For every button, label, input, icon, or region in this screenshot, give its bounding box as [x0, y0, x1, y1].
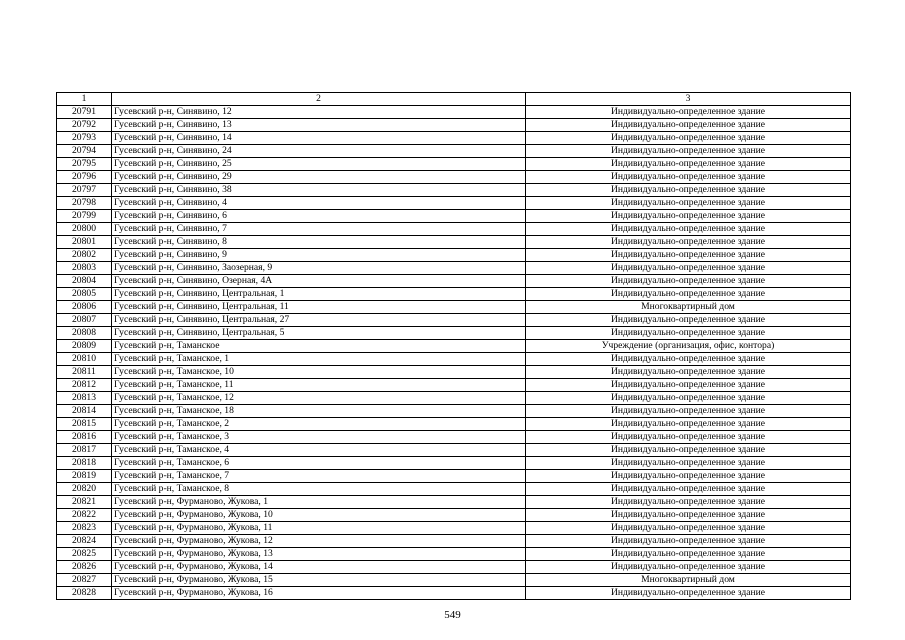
object-type-cell: Индивидуально-определенное здание	[526, 184, 851, 197]
address-cell: Гусевский р-н, Синявино, 24	[112, 145, 526, 158]
row-number-cell: 20808	[57, 327, 112, 340]
object-type-cell: Индивидуально-определенное здание	[526, 314, 851, 327]
object-type-cell: Индивидуально-определенное здание	[526, 496, 851, 509]
address-cell: Гусевский р-н, Таманское, 3	[112, 431, 526, 444]
address-cell: Гусевский р-н, Синявино, 9	[112, 249, 526, 262]
row-number-cell: 20799	[57, 210, 112, 223]
row-number-cell: 20822	[57, 509, 112, 522]
address-cell: Гусевский р-н, Фурманово, Жукова, 15	[112, 574, 526, 587]
object-type-cell: Индивидуально-определенное здание	[526, 106, 851, 119]
row-number-cell: 20811	[57, 366, 112, 379]
row-number-cell: 20795	[57, 158, 112, 171]
row-number-cell: 20815	[57, 418, 112, 431]
row-number-cell: 20813	[57, 392, 112, 405]
table-row	[57, 418, 851, 431]
object-type-cell: Индивидуально-определенное здание	[526, 119, 851, 132]
object-type-cell: Индивидуально-определенное здание	[526, 197, 851, 210]
table-row	[57, 223, 851, 236]
address-cell: Гусевский р-н, Синявино, 7	[112, 223, 526, 236]
object-type-cell: Индивидуально-определенное здание	[526, 535, 851, 548]
table-row	[57, 275, 851, 288]
table-row	[57, 470, 851, 483]
address-cell: Гусевский р-н, Таманское, 1	[112, 353, 526, 366]
row-number-cell: 20794	[57, 145, 112, 158]
row-number-cell: 20801	[57, 236, 112, 249]
row-number-cell: 20792	[57, 119, 112, 132]
address-cell: Гусевский р-н, Синявино, Заозерная, 9	[112, 262, 526, 275]
table-row	[57, 236, 851, 249]
address-cell: Гусевский р-н, Таманское, 7	[112, 470, 526, 483]
object-type-cell: Индивидуально-определенное здание	[526, 561, 851, 574]
address-cell: Гусевский р-н, Синявино, Центральная, 5	[112, 327, 526, 340]
object-type-cell: Индивидуально-определенное здание	[526, 444, 851, 457]
row-number-cell: 20828	[57, 587, 112, 600]
object-type-cell: Индивидуально-определенное здание	[526, 548, 851, 561]
address-cell: Гусевский р-н, Синявино, 13	[112, 119, 526, 132]
registry-table	[56, 92, 851, 600]
object-type-cell: Индивидуально-определенное здание	[526, 145, 851, 158]
object-type-cell: Индивидуально-определенное здание	[526, 288, 851, 301]
address-cell: Гусевский р-н, Таманское	[112, 340, 526, 353]
object-type-cell: Учреждение (организация, офис, контора)	[526, 340, 851, 353]
row-number-cell: 20800	[57, 223, 112, 236]
table-row	[57, 210, 851, 223]
address-cell: Гусевский р-н, Таманское, 4	[112, 444, 526, 457]
row-number-cell: 20819	[57, 470, 112, 483]
table-row	[57, 262, 851, 275]
table-row	[57, 327, 851, 340]
address-cell: Гусевский р-н, Таманское, 8	[112, 483, 526, 496]
table-row	[57, 561, 851, 574]
object-type-cell: Индивидуально-определенное здание	[526, 405, 851, 418]
table-row	[57, 288, 851, 301]
table-row	[57, 444, 851, 457]
address-cell: Гусевский р-н, Фурманово, Жукова, 11	[112, 522, 526, 535]
address-cell: Гусевский р-н, Синявино, 14	[112, 132, 526, 145]
address-cell: Гусевский р-н, Таманское, 18	[112, 405, 526, 418]
object-type-cell: Индивидуально-определенное здание	[526, 132, 851, 145]
address-cell: Гусевский р-н, Синявино, Центральная, 1	[112, 288, 526, 301]
table-row	[57, 249, 851, 262]
table-row	[57, 509, 851, 522]
address-cell: Гусевский р-н, Фурманово, Жукова, 16	[112, 587, 526, 600]
object-type-cell: Индивидуально-определенное здание	[526, 262, 851, 275]
page-number: 549	[444, 609, 461, 621]
object-type-cell: Индивидуально-определенное здание	[526, 366, 851, 379]
row-number-cell: 20793	[57, 132, 112, 145]
row-number-cell: 20791	[57, 106, 112, 119]
address-cell: Гусевский р-н, Фурманово, Жукова, 10	[112, 509, 526, 522]
table-row	[57, 457, 851, 470]
address-cell: Гусевский р-н, Синявино, Озерная, 4А	[112, 275, 526, 288]
row-number-cell: 20812	[57, 379, 112, 392]
column-header-2: 2	[112, 93, 526, 106]
table-row	[57, 340, 851, 353]
address-cell: Гусевский р-н, Фурманово, Жукова, 12	[112, 535, 526, 548]
row-number-cell: 20816	[57, 431, 112, 444]
object-type-cell: Индивидуально-определенное здание	[526, 470, 851, 483]
column-header-1: 1	[57, 93, 112, 106]
address-cell: Гусевский р-н, Таманское, 11	[112, 379, 526, 392]
table-row	[57, 314, 851, 327]
object-type-cell: Индивидуально-определенное здание	[526, 210, 851, 223]
address-cell: Гусевский р-н, Фурманово, Жукова, 1	[112, 496, 526, 509]
object-type-cell: Индивидуально-определенное здание	[526, 392, 851, 405]
table-row	[57, 392, 851, 405]
table-row	[57, 587, 851, 600]
table-row	[57, 158, 851, 171]
object-type-cell: Индивидуально-определенное здание	[526, 509, 851, 522]
address-cell: Гусевский р-н, Синявино, 8	[112, 236, 526, 249]
row-number-cell: 20804	[57, 275, 112, 288]
row-number-cell: 20814	[57, 405, 112, 418]
object-type-cell: Индивидуально-определенное здание	[526, 223, 851, 236]
column-header-3: 3	[526, 93, 851, 106]
row-number-cell: 20818	[57, 457, 112, 470]
row-number-cell: 20825	[57, 548, 112, 561]
object-type-cell: Индивидуально-определенное здание	[526, 418, 851, 431]
table-header-row	[57, 93, 851, 106]
row-number-cell: 20805	[57, 288, 112, 301]
object-type-cell: Индивидуально-определенное здание	[526, 483, 851, 496]
row-number-cell: 20798	[57, 197, 112, 210]
address-cell: Гусевский р-н, Фурманово, Жукова, 14	[112, 561, 526, 574]
table-row	[57, 483, 851, 496]
address-cell: Гусевский р-н, Таманское, 2	[112, 418, 526, 431]
row-number-cell: 20802	[57, 249, 112, 262]
address-cell: Гусевский р-н, Синявино, Центральная, 27	[112, 314, 526, 327]
row-number-cell: 20796	[57, 171, 112, 184]
table-row	[57, 535, 851, 548]
table-row	[57, 197, 851, 210]
table-row	[57, 379, 851, 392]
object-type-cell: Индивидуально-определенное здание	[526, 431, 851, 444]
table-row	[57, 366, 851, 379]
table-row	[57, 405, 851, 418]
object-type-cell: Индивидуально-определенное здание	[526, 353, 851, 366]
address-cell: Гусевский р-н, Синявино, 4	[112, 197, 526, 210]
object-type-cell: Индивидуально-определенное здание	[526, 379, 851, 392]
table-row	[57, 496, 851, 509]
row-number-cell: 20809	[57, 340, 112, 353]
table-row	[57, 301, 851, 314]
row-number-cell: 20807	[57, 314, 112, 327]
table-row	[57, 574, 851, 587]
address-cell: Гусевский р-н, Таманское, 10	[112, 366, 526, 379]
object-type-cell: Индивидуально-определенное здание	[526, 327, 851, 340]
address-cell: Гусевский р-н, Таманское, 6	[112, 457, 526, 470]
object-type-cell: Индивидуально-определенное здание	[526, 171, 851, 184]
table-row	[57, 132, 851, 145]
address-cell: Гусевский р-н, Синявино, 29	[112, 171, 526, 184]
row-number-cell: 20824	[57, 535, 112, 548]
object-type-cell: Многоквартирный дом	[526, 574, 851, 587]
table-row	[57, 119, 851, 132]
address-cell: Гусевский р-н, Таманское, 12	[112, 392, 526, 405]
address-cell: Гусевский р-н, Синявино, 12	[112, 106, 526, 119]
object-type-cell: Индивидуально-определенное здание	[526, 275, 851, 288]
object-type-cell: Индивидуально-определенное здание	[526, 587, 851, 600]
row-number-cell: 20797	[57, 184, 112, 197]
table-row	[57, 145, 851, 158]
row-number-cell: 20823	[57, 522, 112, 535]
address-cell: Гусевский р-н, Фурманово, Жукова, 13	[112, 548, 526, 561]
row-number-cell: 20821	[57, 496, 112, 509]
table-row	[57, 184, 851, 197]
row-number-cell: 20810	[57, 353, 112, 366]
object-type-cell: Индивидуально-определенное здание	[526, 249, 851, 262]
row-number-cell: 20827	[57, 574, 112, 587]
object-type-cell: Индивидуально-определенное здание	[526, 236, 851, 249]
object-type-cell: Индивидуально-определенное здание	[526, 522, 851, 535]
table-row	[57, 171, 851, 184]
table-row	[57, 522, 851, 535]
table-row	[57, 106, 851, 119]
address-cell: Гусевский р-н, Синявино, 38	[112, 184, 526, 197]
object-type-cell: Многоквартирный дом	[526, 301, 851, 314]
table-body	[57, 106, 851, 600]
row-number-cell: 20820	[57, 483, 112, 496]
table-row	[57, 431, 851, 444]
object-type-cell: Индивидуально-определенное здание	[526, 158, 851, 171]
row-number-cell: 20806	[57, 301, 112, 314]
address-cell: Гусевский р-н, Синявино, 25	[112, 158, 526, 171]
address-cell: Гусевский р-н, Синявино, Центральная, 11	[112, 301, 526, 314]
row-number-cell: 20817	[57, 444, 112, 457]
table-row	[57, 353, 851, 366]
object-type-cell: Индивидуально-определенное здание	[526, 457, 851, 470]
row-number-cell: 20826	[57, 561, 112, 574]
address-cell: Гусевский р-н, Синявино, 6	[112, 210, 526, 223]
row-number-cell: 20803	[57, 262, 112, 275]
table-row	[57, 548, 851, 561]
